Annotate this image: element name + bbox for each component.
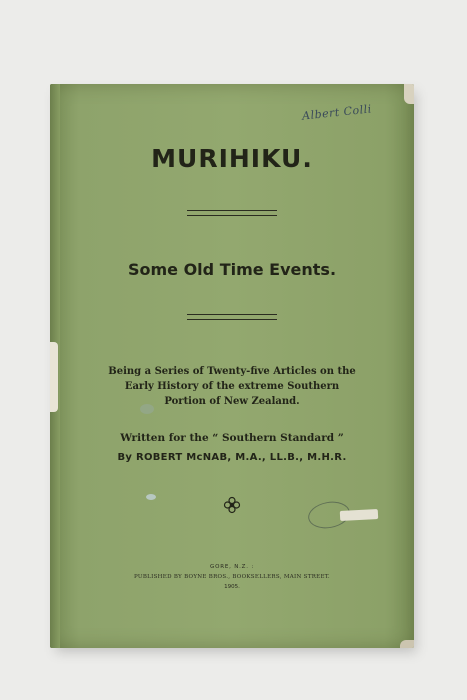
double-rule-divider <box>187 210 277 216</box>
description-line: Portion of New Zealand. <box>164 396 300 407</box>
corner-wear <box>400 640 414 648</box>
booklet-title: MURIHIKU. <box>151 144 313 173</box>
description-line: Early History of the extreme Southern <box>124 381 340 392</box>
corner-wear <box>404 84 414 104</box>
author-line: By ROBERT McNAB, M.A., LL.B., M.H.R. <box>117 452 347 463</box>
written-for-line: Written for the “ Southern Standard ” <box>120 432 344 444</box>
handwritten-note: Albert Colli <box>301 102 373 123</box>
cover-stain <box>146 494 156 500</box>
booklet-description <box>90 364 374 409</box>
floral-ornament-icon <box>223 496 241 514</box>
spine-tear <box>50 342 58 412</box>
description-line: Being a Series of Twenty-five Articles on the <box>108 366 356 377</box>
booklet-subtitle: Some Old Time Events. <box>127 260 337 279</box>
publication-year: 1905. <box>224 584 240 590</box>
double-rule-divider <box>187 314 277 320</box>
booklet-cover <box>50 84 414 648</box>
publication-place: GORE, N.Z. : <box>210 564 254 570</box>
publisher-line: PUBLISHED BY BOYNE BROS., BOOKSELLERS, MAIN STREET. <box>134 574 330 580</box>
paper-scrap <box>340 509 378 521</box>
